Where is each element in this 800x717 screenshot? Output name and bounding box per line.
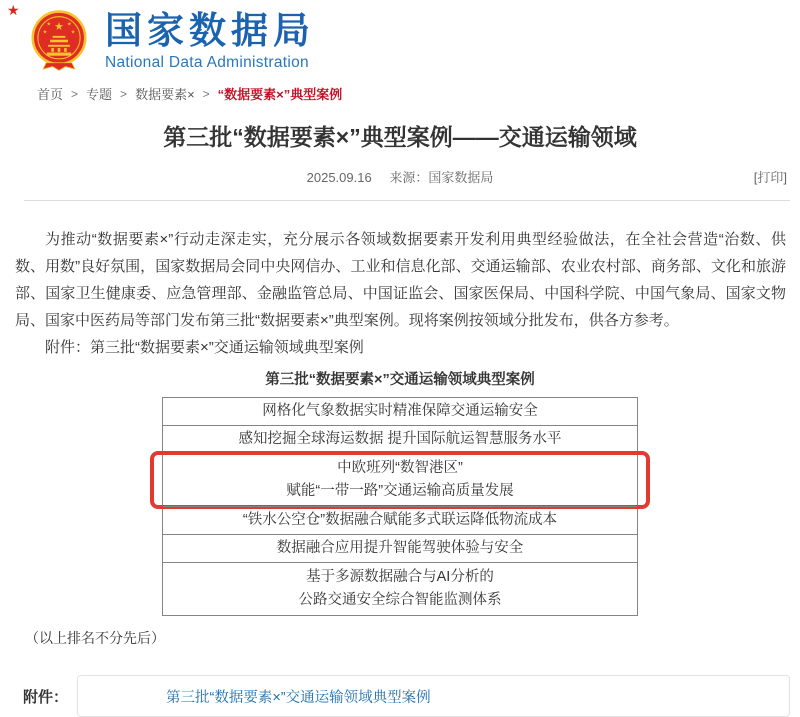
- article-source: 来源：国家数据局: [389, 170, 494, 186]
- attachment-section: [23, 675, 790, 717]
- table-row-highlighted: 中欧班列“数智港区” 赋能“一带一路”交通运输高质量发展: [163, 453, 637, 506]
- breadcrumb-separator-icon: >: [71, 86, 79, 101]
- attachment-link[interactable]: 第三批“数据要素×”交通运输领域典型案例: [166, 689, 431, 706]
- article-body: [15, 226, 786, 361]
- logo-text: [105, 11, 315, 72]
- mini-emblem-icon: ★: [7, 2, 20, 18]
- breadcrumb-item-home[interactable]: 首页: [37, 87, 64, 102]
- svg-text:★: ★: [54, 21, 64, 34]
- case-table-title: 第三批“数据要素×”交通运输领域典型案例: [265, 372, 535, 389]
- table-row: 基于多源数据融合与AI分析的 公路交通安全综合智能监测体系: [163, 562, 637, 615]
- article-meta: [0, 167, 800, 186]
- table-row: 感知挖掘全球海运数据 提升国际航运智慧服务水平: [163, 425, 637, 453]
- case-table: [162, 397, 638, 616]
- page-title: 第三批“数据要素×”典型案例——交通运输领域: [163, 124, 637, 150]
- print-button[interactable]: [打印]: [753, 170, 787, 186]
- breadcrumb: [37, 84, 800, 103]
- breadcrumb-item-data-elements[interactable]: 数据要素×: [135, 87, 195, 102]
- attachment-note-line: 附件：第三批“数据要素×”交通运输领域典型案例: [45, 339, 364, 357]
- breadcrumb-separator-icon: >: [202, 86, 210, 101]
- site-header: [0, 0, 800, 74]
- breadcrumb-item-current: “数据要素×”典型案例: [217, 87, 343, 102]
- breadcrumb-separator-icon: >: [120, 86, 128, 101]
- table-row: “铁水公空仓”数据融合赋能多式联运降低物流成本: [163, 506, 637, 534]
- breadcrumb-item-topics[interactable]: 专题: [86, 87, 113, 102]
- site-subtitle: National Data Administration: [105, 53, 309, 71]
- svg-text:★: ★: [66, 21, 72, 28]
- ranking-footnote: （以上排名不分先后）: [25, 630, 165, 647]
- table-row: 数据融合应用提升智能驾驶体验与安全: [163, 534, 637, 562]
- header-divider: [24, 200, 790, 201]
- attachment-box: [77, 675, 790, 717]
- svg-text:★: ★: [42, 29, 48, 36]
- svg-text:★: ★: [70, 29, 76, 36]
- article-date: 2025.09.16: [306, 170, 372, 186]
- site-title[interactable]: 国家数据局: [105, 9, 315, 51]
- table-row: 网格化气象数据实时精准保障交通运输安全: [262, 403, 538, 420]
- article-paragraph: 为推动“数据要素×”行动走深走实，充分展示各领域数据要素开发利用典型经验做法，在全社会营造“治数、供数、用数”良好氛围，国家数据局会同中央网信办、工业和信息化部、交通运输部、农业农村部、商务部、文化和旅游部、国家卫生健康委、应急管理部、金融监管总局、中国证监会、国家医保局、中国科学院、中国气象局、国家文物局、国家中医药局等部门发布第三批“数据要素×”典型案例。现将案例按领域分批发布，供各方参考。: [15, 231, 786, 330]
- attachment-label: 附件：: [23, 688, 69, 706]
- national-emblem-logo[interactable]: [25, 9, 93, 73]
- svg-text:★: ★: [46, 21, 52, 28]
